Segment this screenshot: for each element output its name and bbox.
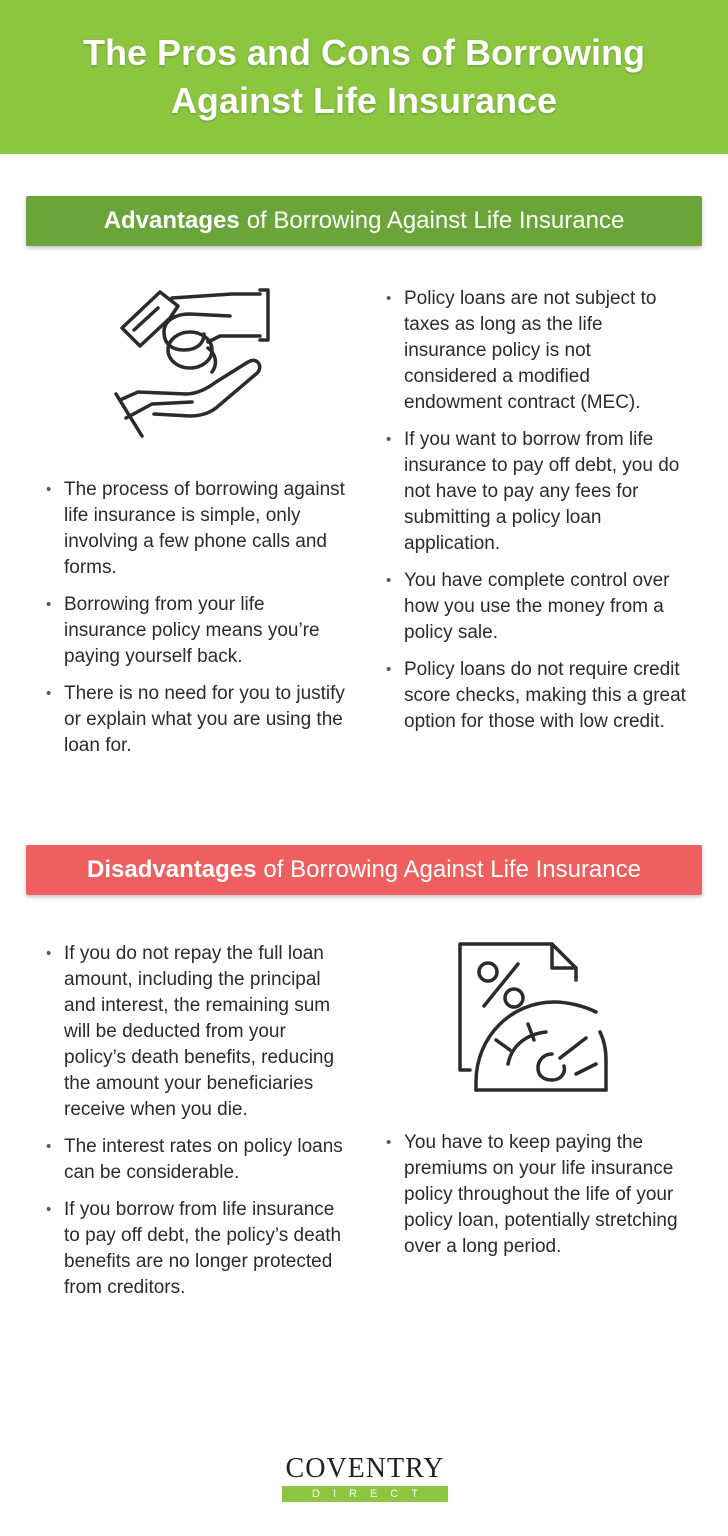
disadvantages-left-column (46, 941, 346, 1312)
advantages-right-column (386, 286, 686, 746)
coventry-direct-logo (282, 1455, 448, 1502)
list-item: • There is no need for you to justify or explain what you are using the loan for. (46, 681, 346, 759)
disadvantages-heading-rest: of Borrowing Against Life Insurance (263, 856, 641, 883)
list-item: • If you want to borrow from life insurance to pay off debt, you do not have to pay any fees for submitting a policy loan application. (386, 427, 686, 557)
page-title (83, 29, 645, 125)
logo-subtitle: DIRECT (282, 1486, 448, 1502)
list-item: • If you do not repay the full loan amount, including the principal and interest, the remaining sum will be deducted from your policy’s death benefits, reducing the amount your beneficiaries receive when you die. (46, 941, 346, 1123)
advantages-right-list (386, 286, 686, 735)
advantages-left-column (46, 477, 346, 770)
hand-giving-money-icon (112, 284, 272, 442)
page-title-line-1: The Pros and Cons of Borrowing (82, 32, 645, 73)
page-header (0, 0, 728, 154)
disadvantages-right-list (386, 1130, 686, 1260)
list-item: • The process of borrowing against life insurance is simple, only involving a few phone calls and forms. (46, 477, 346, 581)
disadvantages-right-column (386, 1130, 686, 1271)
advantages-heading-rest: of Borrowing Against Life Insurance (246, 207, 625, 234)
advantages-banner (26, 196, 702, 246)
page-title-line-2: Against Life Insurance (170, 80, 558, 121)
list-item: • The interest rates on policy loans can be considerable. (46, 1134, 346, 1186)
disadvantages-banner (26, 845, 702, 895)
disadvantages-left-list (46, 941, 346, 1301)
disadvantages-heading-bold: Disadvantages (87, 856, 257, 883)
advantages-heading-bold: Advantages (103, 207, 240, 234)
percent-document-gauge-icon (456, 940, 612, 1094)
list-item: • If you borrow from life insurance to pay off debt, the policy’s death benefits are no longer protected from creditors. (46, 1197, 346, 1301)
list-item: • Policy loans are not subject to taxes as long as the life insurance policy is not considered a modified endowment contract (MEC). (386, 286, 686, 416)
logo-wordmark: COVENTRY (285, 1453, 445, 1484)
list-item: • Policy loans do not require credit score checks, making this a great option for those with low credit. (386, 657, 686, 735)
list-item: • You have complete control over how you use the money from a policy sale. (386, 568, 686, 646)
list-item: • You have to keep paying the premiums on your life insurance policy throughout the life of your policy loan, potentially stretching over a long period. (386, 1130, 686, 1260)
list-item: • Borrowing from your life insurance policy means you’re paying yourself back. (46, 592, 346, 670)
advantages-left-list (46, 477, 346, 759)
